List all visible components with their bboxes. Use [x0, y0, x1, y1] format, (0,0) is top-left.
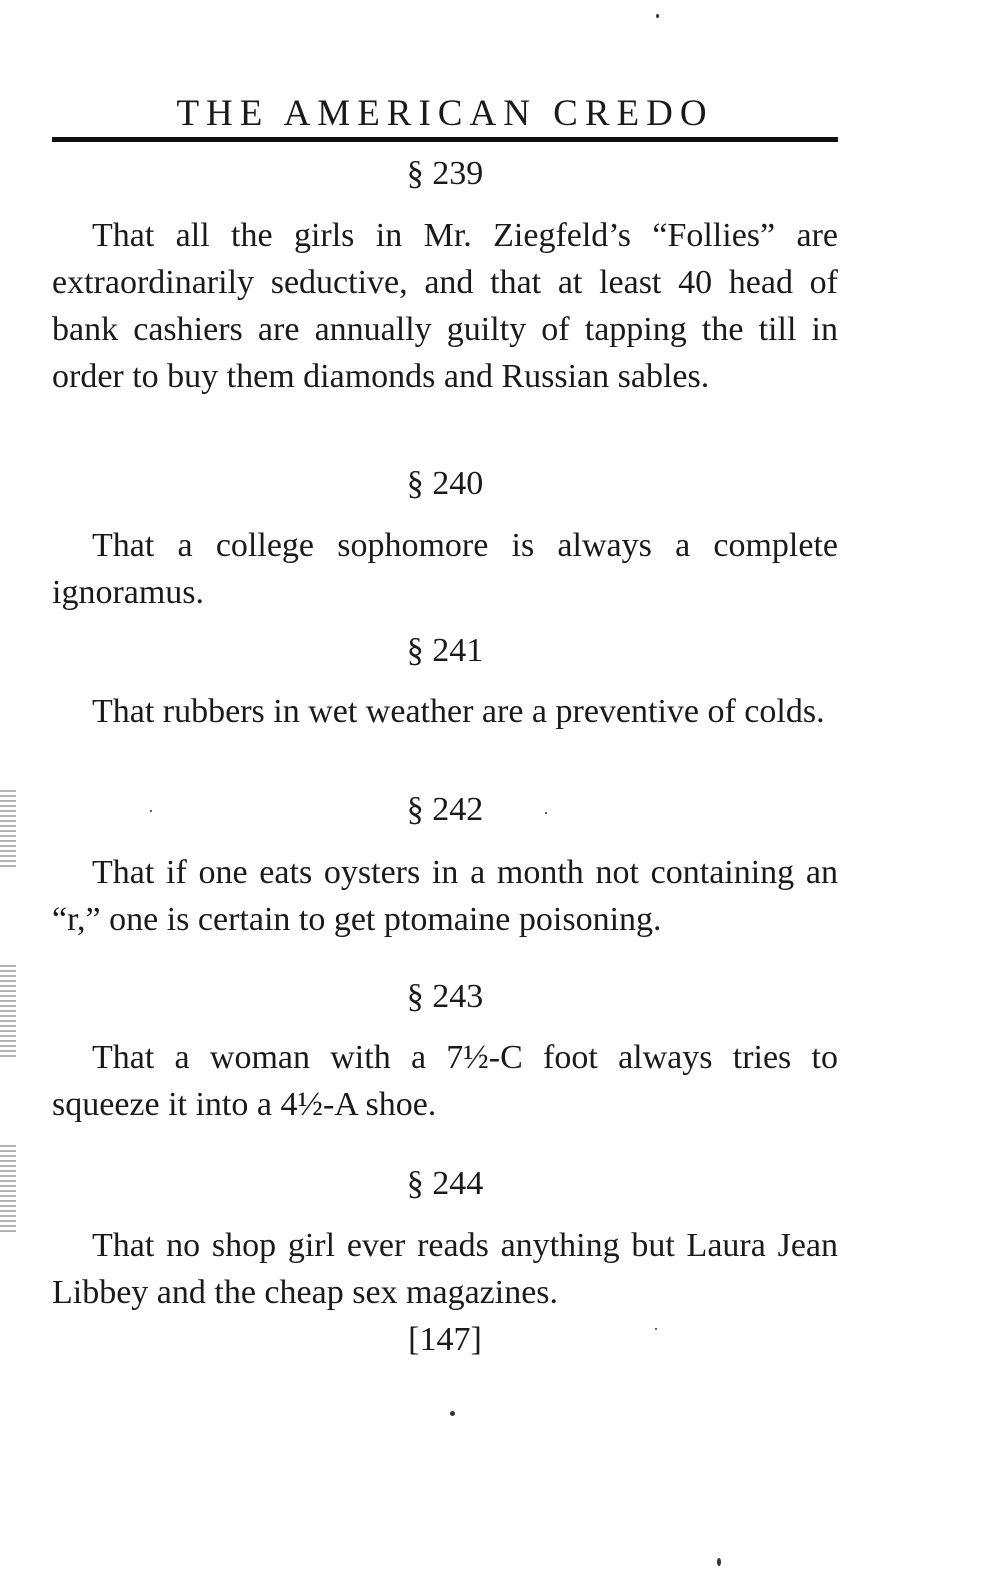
section-number-240: § 240: [406, 465, 484, 502]
section-number-244: § 244: [406, 1165, 484, 1202]
section-number-243: § 243: [406, 978, 484, 1015]
section-text-244: That no shop girl ever reads anything but Laura Jean Libbey and the cheap sex magazines.: [52, 1227, 838, 1311]
scan-speck: [450, 1411, 455, 1416]
scan-speck: [655, 1328, 657, 1330]
scan-edge-noise: [0, 965, 16, 1060]
section-number-241: § 241: [406, 632, 484, 669]
header-rule: [52, 137, 838, 142]
scan-edge-noise: [0, 790, 16, 870]
section-text-240: That a college sophomore is always a complete ignoramus.: [52, 527, 838, 611]
scan-speck: [656, 14, 659, 18]
section-text-243: That a woman with a 7½-C foot always tries to squeeze it into a 4½-A shoe.: [52, 1039, 838, 1123]
section-number-242: § 242: [406, 791, 484, 828]
section-number-239: § 239: [406, 155, 484, 192]
page-number: [147]: [408, 1321, 482, 1358]
scan-speck: [717, 1558, 721, 1566]
running-head: THE AMERICAN CREDO: [176, 93, 714, 134]
section-text-241: That rubbers in wet weather are a preventive of colds.: [92, 693, 825, 730]
section-text-239: That all the girls in Mr. Ziegfeld’s “Follies” are extraordinarily seductive, and that at least 40 head of bank cashiers are annually guilty of tapping the till in order to buy them diamonds and Russian sables.: [52, 217, 838, 395]
scan-edge-noise: [0, 1145, 16, 1235]
scan-speck: [545, 812, 547, 814]
scan-speck: [150, 810, 152, 812]
section-text-242: That if one eats oysters in a month not containing an “r,” one is certain to get ptomaine poisoning.: [52, 854, 838, 938]
